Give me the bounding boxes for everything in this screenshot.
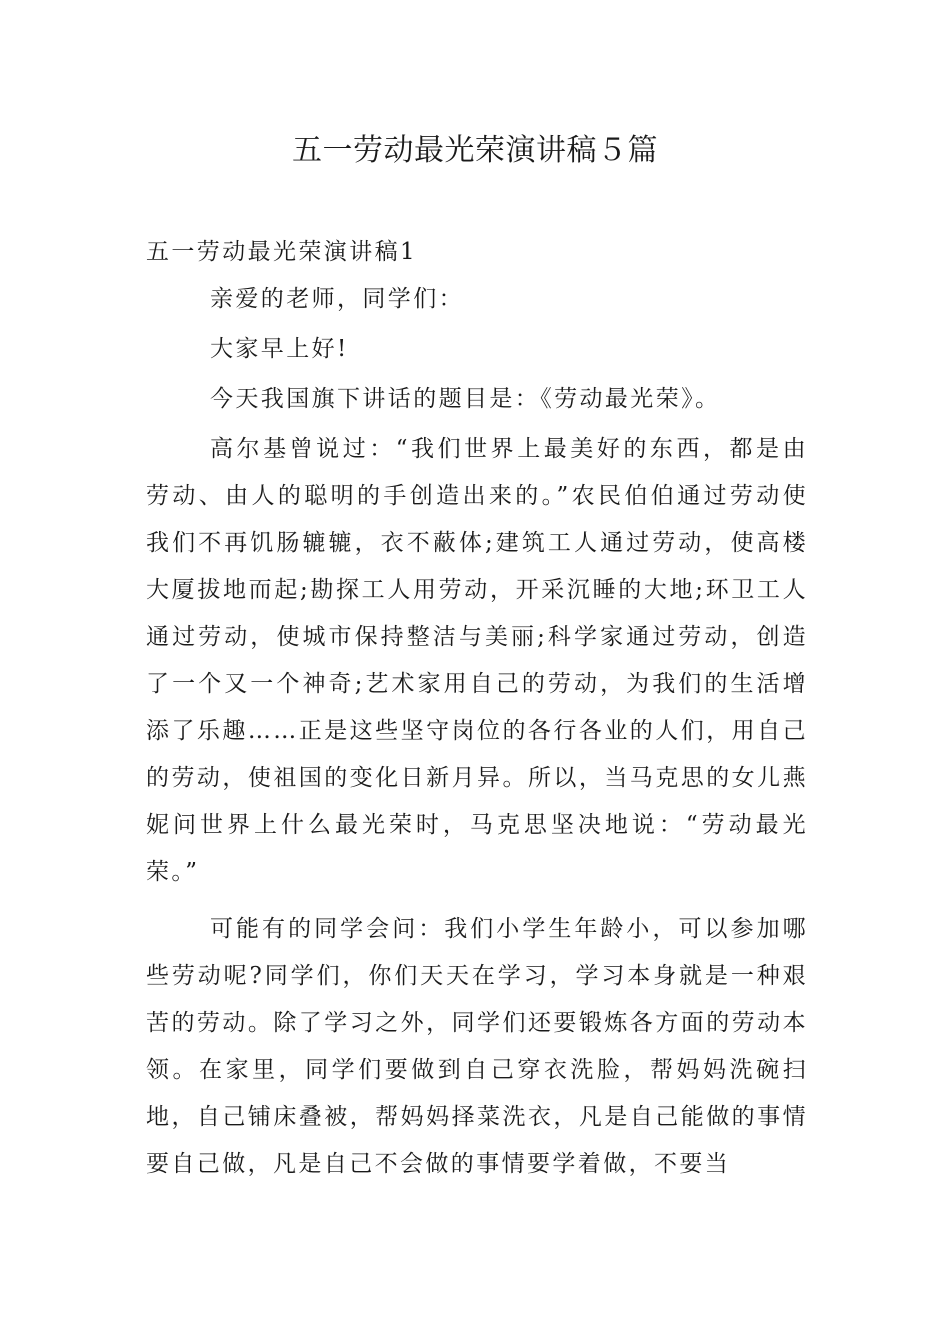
body-paragraph: 可能有的同学会问：我们小学生年龄小，可以参加哪些劳动呢?同学们，你们天天在学习，学习本身就是一种艰苦的劳动。除了学习之外，同学们还要锻炼各方面的劳动本领。在家里，同学们要做到自己穿衣洗脸，帮妈妈洗碗扫地，自己铺床叠被，帮妈妈择菜洗衣，凡是自己能做的事情要自己做，凡是自己不会做的事情要学着做，不要当 (146, 916, 808, 1177)
document-body (146, 229, 808, 1198)
document-title: 五一劳动最光荣演讲稿５篇 (292, 133, 658, 168)
body-paragraph: 高尔基曾说过：“我们世界上最美好的东西，都是由劳动、由人的聪明的手创造出来的。”农民伯伯通过劳动使我们不再饥肠辘辘，衣不蔽体;建筑工人通过劳动，使高楼大厦拔地而起;勘探工人用劳动，开采沉睡的大地;环卫工人通过劳动，使城市保持整洁与美丽;科学家通过劳动，创造了一个又一个神奇;艺术家用自己的劳动，为我们的生活增添了乐趣……正是这些坚守岗位的各行各业的人们，用自己的劳动，使祖国的变化日新月异。所以，当马克思的女儿燕妮问世界上什么最光荣时，马克思坚决地说：“劳动最光荣。” (146, 436, 808, 885)
section-heading: 五一劳动最光荣演讲稿1 (146, 239, 418, 265)
salutation-paragraph: 大家早上好! (210, 336, 349, 362)
topic-paragraph: 今天我国旗下讲话的题目是：《劳动最光荣》。 (210, 386, 721, 412)
greeting-paragraph: 亲爱的老师，同学们： (210, 286, 464, 312)
